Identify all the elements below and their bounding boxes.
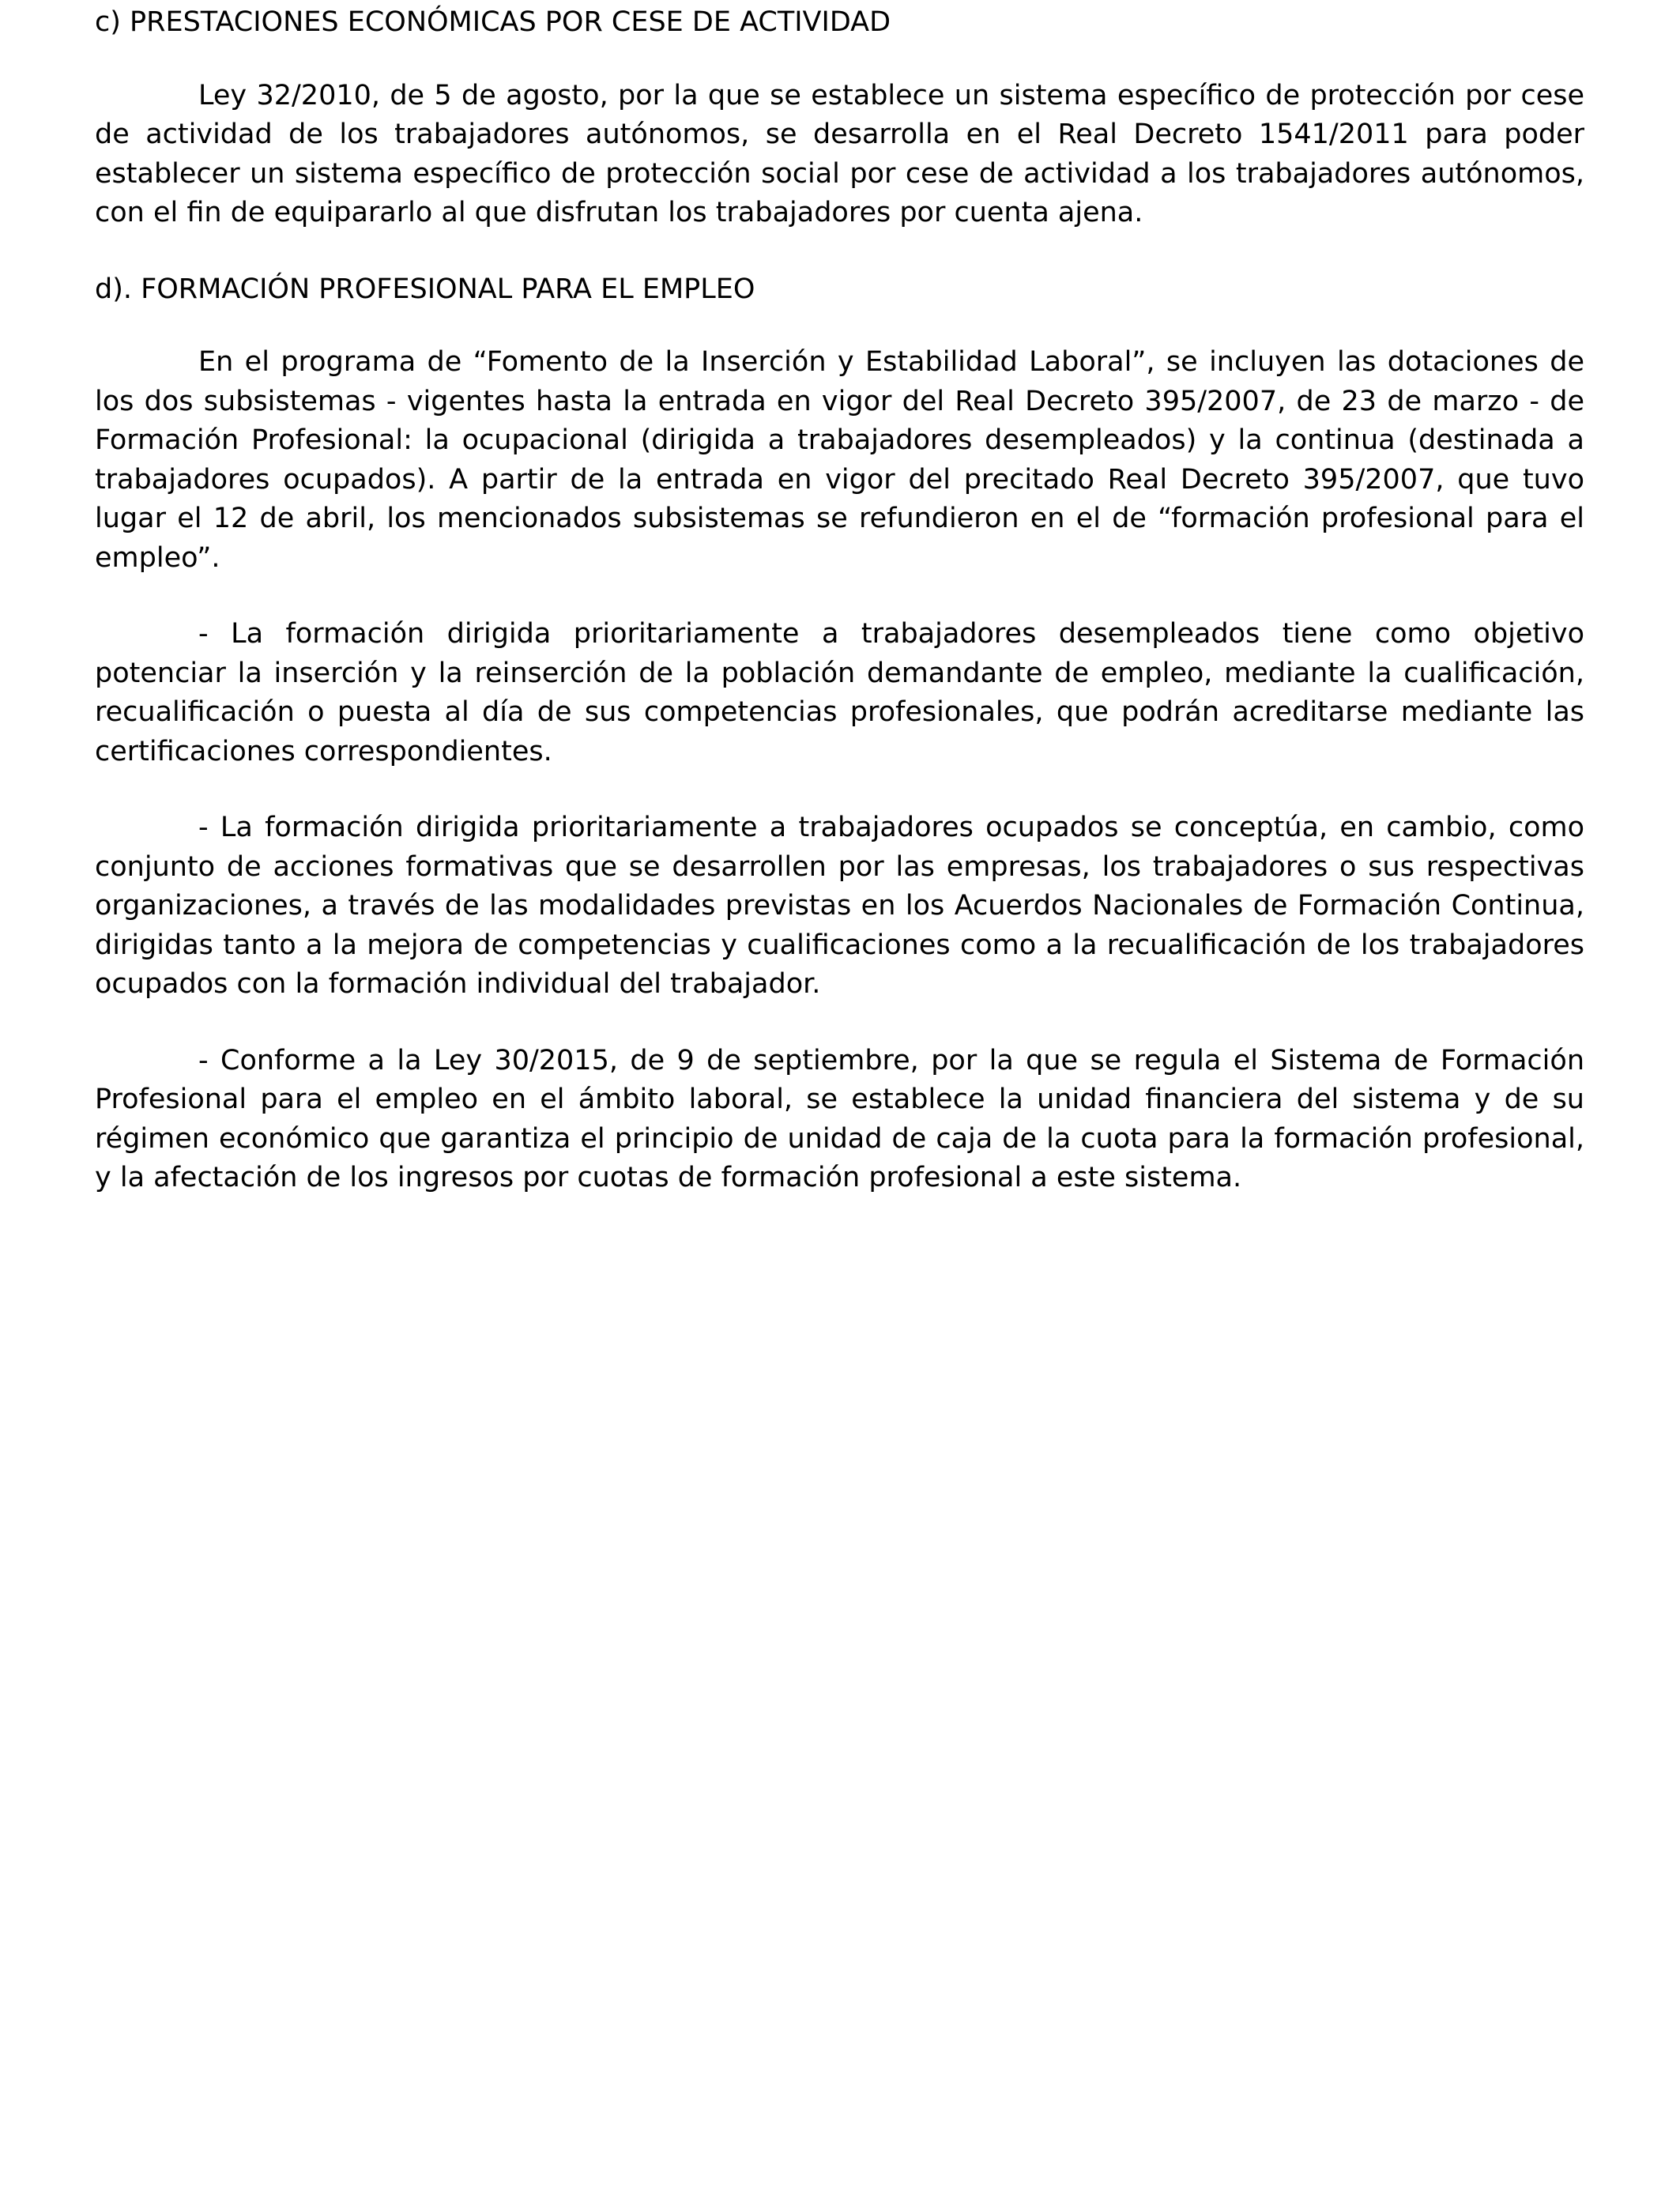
paragraph-formacion-ocupados: - La formación dirigida prioritariamente a trabajadores ocupados se conceptúa, en cambio, como conjunto de acciones formativas que se desarrollen por las empresas, los trabajadores o sus respectivas organizaciones, a través de las modalidades previstas en los Acuerdos Nacionales de Formación Continua, dirigidas tanto a la mejora de competencias y cualificaciones como a la recualificación de los trabajadores ocupados con la formación individual del trabajador. [95, 812, 1584, 1000]
spacer [95, 771, 1584, 809]
document-body [95, 3, 1584, 1198]
spacer [95, 233, 1584, 270]
spacer [95, 1005, 1584, 1042]
section-heading-formacion-profesional: d). FORMACIÓN PROFESIONAL PARA EL EMPLEO [95, 273, 755, 305]
paragraph-ley-30-2015: - Conforme a la Ley 30/2015, de 9 de septiembre, por la que se regula el Sistema de Formación Profesional para el empleo en el ámbito laboral, se establece la unidad financiera del sistema y de su régimen económico que garantiza el principio de unidad de caja de la cuota para la formación profesional, y la afectación de los ingresos por cuotas de formación profesional a este sistema. [95, 1044, 1584, 1193]
spacer [95, 578, 1584, 615]
paragraph-programa-fomento: En el programa de “Fomento de la Inserción y Estabilidad Laboral”, se incluyen las dotaciones de los dos subsistemas - vigentes hasta la entrada en vigor del Real Decreto 395/2007, de 23 de marzo - de Formación Profesional: la ocupacional (dirigida a trabajadores desempleados) y la continua (destinada a trabajadores ocupados). A partir de la entrada en vigor del precitado Real Decreto 395/2007, que tuvo lugar el 12 de abril, los mencionados subsistemas se refundieron en el de “formación profesional para el empleo”. [95, 346, 1584, 574]
paragraph-formacion-desempleados: - La formación dirigida prioritariamente a trabajadores desempleados tiene como objetivo potenciar la inserción y la reinserción de la población demandante de empleo, mediante la cualificación, recualificación o puesta al día de sus competencias profesionales, que podrán acreditarse mediante las certificaciones correspondientes. [95, 618, 1584, 767]
section-heading-cese-actividad: c) PRESTACIONES ECONÓMICAS POR CESE DE ACTIVIDAD [95, 6, 891, 38]
spacer [95, 43, 1584, 77]
spacer [95, 309, 1584, 343]
paragraph-ley-32-2010: Ley 32/2010, de 5 de agosto, por la que se establece un sistema específico de protección por cese de actividad de los trabajadores autónomos, se desarrolla en el Real Decreto 1541/2011 para poder establecer un sistema específico de protección social por cese de actividad a los trabajadores autónomos, con el fin de equipararlo al que disfrutan los trabajadores por cuenta ajena. [95, 79, 1584, 228]
